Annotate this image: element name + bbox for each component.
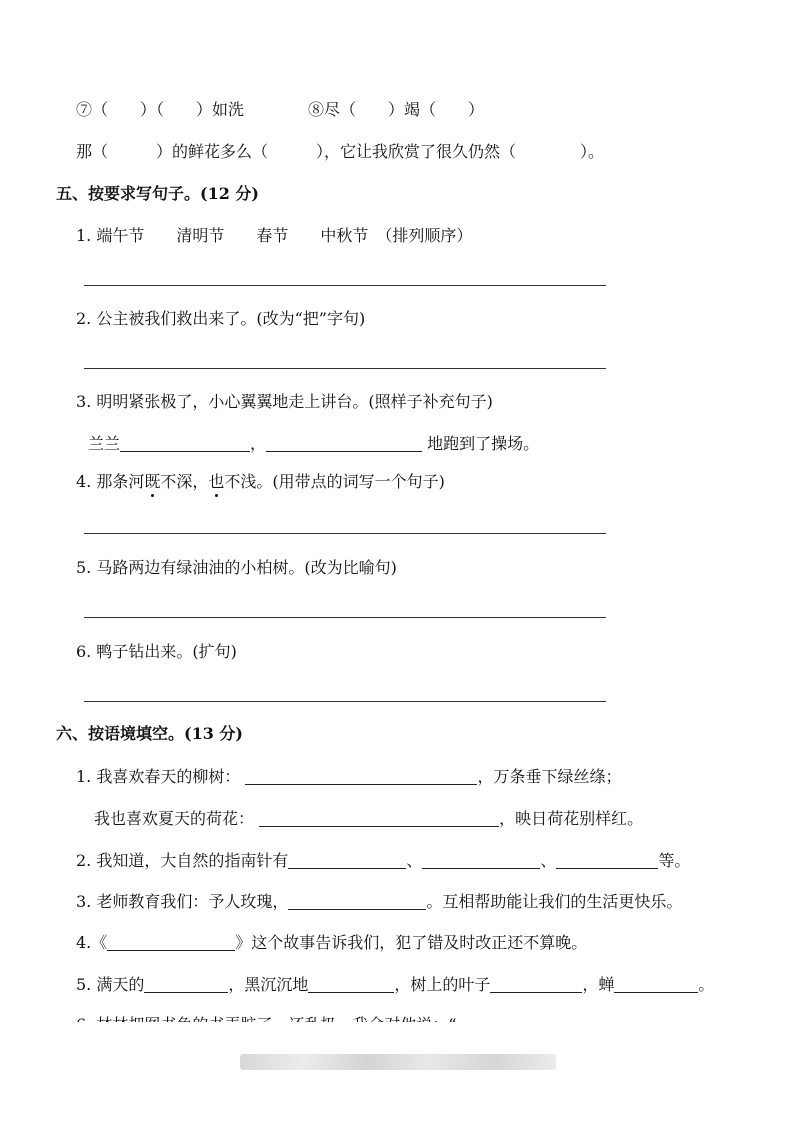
blurred-watermark (240, 1054, 556, 1070)
s5-question-1: 1. 端午节 清明节 春节 中秋节 （排列顺序） (76, 226, 473, 245)
s6-question-3 (76, 891, 682, 913)
s5-q4-text-c: 不浅。(用带点的词写一个句子) (224, 472, 445, 491)
s5-q3-prefix: 兰兰 (88, 434, 121, 453)
flower-sentence-line: 那（ ）的鲜花多么（ ），它让我欣赏了很久仍然（ ）。 (76, 142, 605, 161)
s5-q5-answer-line[interactable] (84, 617, 606, 618)
s6-q2-end: 等。 (658, 851, 691, 870)
s6-q1-text-a: 1. 我喜欢春天的柳树： (76, 767, 241, 786)
s5-q3-fill-line (88, 433, 539, 455)
s6-q1-blank-2[interactable] (259, 810, 499, 827)
s6-q1-text-d: ，映日荷花别样红。 (499, 809, 644, 828)
s6-q3-blank[interactable] (288, 893, 426, 910)
s5-q3-blank-1[interactable] (120, 435, 250, 452)
s6-q5-end: 。 (698, 975, 715, 994)
s6-q2-text: 2. 我知道，大自然的指南针有 (76, 851, 289, 870)
s6-q4-text-a: 4.《 (76, 933, 108, 952)
s5-q4-text-a: 4. 那条河 (76, 472, 145, 491)
page-bottom-blank (0, 1022, 793, 1130)
s5-q3-separator: ， (250, 434, 267, 453)
s6-q5-text-d: ，蝉 (582, 975, 615, 994)
s6-q5-blank-1[interactable] (144, 976, 228, 993)
s6-question-2 (76, 850, 690, 872)
idiom-fill-line: ⑦（ ）（ ）如洗 ⑧尽（ ）竭（ ） (76, 100, 485, 119)
section-5-title: 五、按要求写句子。(12 分) (56, 184, 259, 203)
s6-question-1-line-2 (94, 808, 643, 830)
s5-q2-answer-line[interactable] (84, 368, 606, 369)
s6-q5-text-c: ，树上的叶子 (394, 975, 491, 994)
s6-q1-text-c: 我也喜欢夏天的荷花： (94, 809, 255, 828)
s5-q1-answer-line[interactable] (84, 285, 606, 286)
s6-q3-text-a: 3. 老师教育我们：予人玫瑰， (76, 892, 289, 911)
s5-q4-answer-line[interactable] (84, 533, 606, 534)
s5-q4-dotted-word-1: 既 (144, 472, 161, 491)
s6-q2-sep-2: 、 (540, 851, 557, 870)
s5-question-3: 3. 明明紧张极了，小心翼翼地走上讲台。(照样子补充句子) (76, 392, 493, 411)
s6-q2-sep-1: 、 (406, 851, 423, 870)
s6-q1-text-b: ，万条垂下绿丝绦； (477, 767, 622, 786)
s6-question-1-line-1 (76, 766, 621, 788)
s6-q1-blank-1[interactable] (245, 768, 477, 785)
s5-q3-blank-2[interactable] (266, 435, 422, 452)
s6-q2-blank-1[interactable] (288, 852, 406, 869)
s6-q5-text-a: 5. 满天的 (76, 975, 145, 994)
s6-question-4 (76, 932, 587, 954)
s6-q5-blank-2[interactable] (308, 976, 394, 993)
s5-q4-dotted-word-2: 也 (208, 472, 225, 491)
s6-q5-text-b: ，黑沉沉地 (228, 975, 309, 994)
s5-question-4 (76, 471, 445, 493)
s6-q2-blank-2[interactable] (422, 852, 540, 869)
s6-q4-text-b: 》这个故事告诉我们，犯了错及时改正还不算晚。 (235, 933, 588, 952)
s6-q5-blank-4[interactable] (614, 976, 698, 993)
section-6-title: 六、按语境填空。(13 分) (56, 724, 243, 743)
s6-question-5 (76, 974, 714, 996)
s5-q6-answer-line[interactable] (84, 701, 606, 702)
s6-q5-blank-3[interactable] (490, 976, 582, 993)
s5-q4-text-b: 不深， (160, 472, 209, 491)
s6-q4-blank[interactable] (107, 934, 235, 951)
s5-q3-suffix: 地跑到了操场。 (427, 434, 540, 453)
s5-question-2: 2. 公主被我们救出来了。(改为“把”字句) (76, 309, 366, 328)
s5-question-5: 5. 马路两边有绿油油的小柏树。(改为比喻句) (76, 558, 397, 577)
s6-q2-blank-3[interactable] (556, 852, 658, 869)
s6-q3-text-b: 。互相帮助能让我们的生活更快乐。 (426, 892, 683, 911)
s5-question-6: 6. 鸭子钻出来。(扩句) (76, 642, 237, 661)
